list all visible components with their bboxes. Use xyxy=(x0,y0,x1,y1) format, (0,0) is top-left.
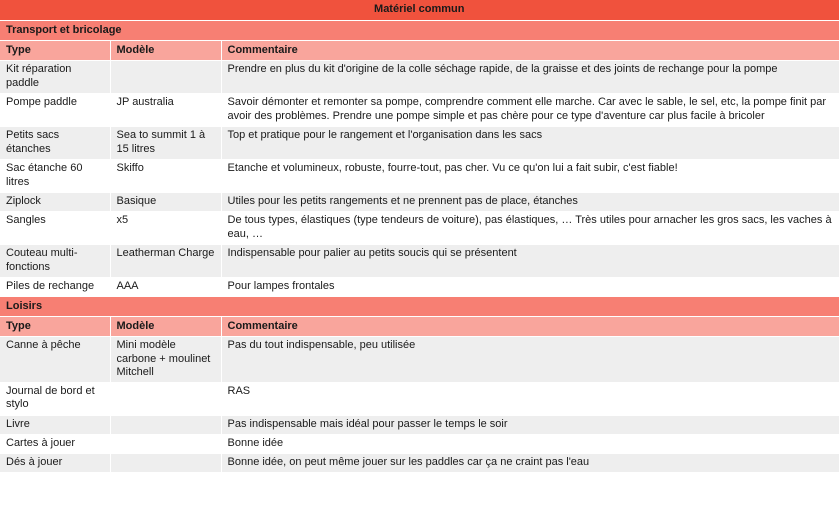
cell-comment: Bonne idée xyxy=(221,434,839,453)
cell-comment: Indispensable pour palier au petits soucis qui se présentent xyxy=(221,245,839,278)
column-header-type: Type xyxy=(0,317,110,337)
cell-comment: Bonne idée, on peut même jouer sur les paddles car ça ne craint pas l'eau xyxy=(221,453,839,472)
cell-type: Petits sacs étanches xyxy=(0,127,110,160)
cell-type: Canne à pêche xyxy=(0,337,110,383)
cell-type: Sac étanche 60 litres xyxy=(0,160,110,193)
cell-model: AAA xyxy=(110,278,221,297)
table-row xyxy=(0,61,839,94)
cell-comment: RAS xyxy=(221,382,839,415)
table-row xyxy=(0,127,839,160)
cell-model xyxy=(110,453,221,472)
cell-type: Couteau multi-fonctions xyxy=(0,245,110,278)
table-row xyxy=(0,453,839,472)
cell-comment: Etanche et volumineux, robuste, fourre-tout, pas cher. Vu ce qu'on lui a fait subir, c'est fiable! xyxy=(221,160,839,193)
cell-type: Journal de bord et stylo xyxy=(0,382,110,415)
cell-type: Dés à jouer xyxy=(0,453,110,472)
cell-comment: Prendre en plus du kit d'origine de la colle séchage rapide, de la graisse et des joints de rechange pour la pompe xyxy=(221,61,839,94)
table-row xyxy=(0,434,839,453)
cell-comment: Savoir démonter et remonter sa pompe, comprendre comment elle marche. Car avec le sable, le sel, etc, la pompe finit par avoir des problèmes. Prendre une pompe simple et pas chère pour ce type d'aventure car plus facile à bricoler xyxy=(221,94,839,127)
cell-model: Leatherman Charge xyxy=(110,245,221,278)
cell-model: Mini modèle carbone + moulinet Mitchell xyxy=(110,337,221,383)
cell-comment: De tous types, élastiques (type tendeurs de voiture), pas élastiques, … Très utiles pour arnacher les gros sacs, les vaches à eau, … xyxy=(221,212,839,245)
table-row xyxy=(0,212,839,245)
table-row xyxy=(0,382,839,415)
cell-comment: Top et pratique pour le rangement et l'organisation dans les sacs xyxy=(221,127,839,160)
table-row xyxy=(0,245,839,278)
column-header-type: Type xyxy=(0,41,110,61)
table-row xyxy=(0,337,839,383)
cell-model: x5 xyxy=(110,212,221,245)
column-header-comment: Commentaire xyxy=(221,317,839,337)
table-row xyxy=(0,415,839,434)
section-title: Loisirs xyxy=(0,297,839,317)
cell-type: Pompe paddle xyxy=(0,94,110,127)
cell-type: Ziplock xyxy=(0,193,110,212)
cell-comment: Pas du tout indispensable, peu utilisée xyxy=(221,337,839,383)
cell-type: Piles de rechange xyxy=(0,278,110,297)
cell-model xyxy=(110,434,221,453)
column-header-model: Modèle xyxy=(110,41,221,61)
cell-type: Livre xyxy=(0,415,110,434)
cell-model: JP australia xyxy=(110,94,221,127)
table-row xyxy=(0,94,839,127)
section-title: Transport et bricolage xyxy=(0,21,839,41)
column-header-comment: Commentaire xyxy=(221,41,839,61)
cell-comment: Pas indispensable mais idéal pour passer le temps le soir xyxy=(221,415,839,434)
cell-model: Sea to summit 1 à 15 litres xyxy=(110,127,221,160)
cell-model xyxy=(110,382,221,415)
cell-type: Sangles xyxy=(0,212,110,245)
cell-model: Skiffo xyxy=(110,160,221,193)
cell-model xyxy=(110,61,221,94)
cell-type: Cartes à jouer xyxy=(0,434,110,453)
table-title: Matériel commun xyxy=(0,0,839,21)
cell-comment: Pour lampes frontales xyxy=(221,278,839,297)
cell-model xyxy=(110,415,221,434)
table-row xyxy=(0,160,839,193)
table-row xyxy=(0,193,839,212)
cell-type: Kit réparation paddle xyxy=(0,61,110,94)
cell-comment: Utiles pour les petits rangements et ne prennent pas de place, étanches xyxy=(221,193,839,212)
column-header-model: Modèle xyxy=(110,317,221,337)
cell-model: Basique xyxy=(110,193,221,212)
table-row xyxy=(0,278,839,297)
